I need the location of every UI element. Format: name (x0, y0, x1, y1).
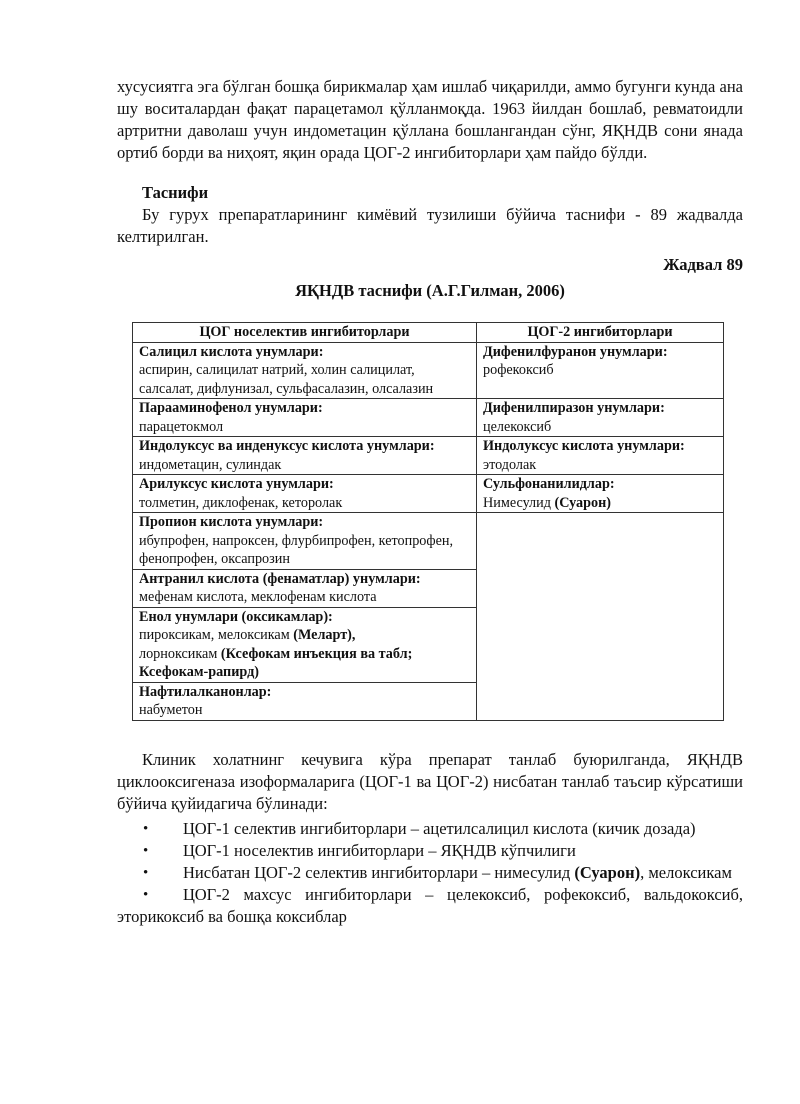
classification-table (132, 322, 724, 721)
brand-name: (Суарон) (574, 862, 641, 882)
group-heading: Индолуксус кислота унумлари: (483, 438, 685, 454)
bullet-item (117, 840, 743, 862)
group-drugs-text: лорноксикам (139, 645, 221, 662)
group-drugs-text: аспирин, салицилат натрий, холин салицилат, салсалат, дифлунизал, сульфасалазин, олсалазин (139, 362, 434, 397)
cell-nonselective (133, 513, 477, 570)
bullet-list (117, 818, 743, 928)
cell-nonselective (133, 569, 477, 607)
after-paragraph: Клиник холатнинг кечувига кўра препарат танлаб буюрилганда, ЯҚНДВ циклооксигеназа изоформаларига (ЦОГ-1 ва ЦОГ-2) нисбатан танлаб таъсир кўрсатиши бўйича қуйидагича бўлинади: (117, 749, 743, 813)
group-drugs-text: толметин, диклофенак, кеторолак (139, 494, 343, 511)
cell-cox2 (477, 342, 724, 399)
group-heading: Пропион кислота унумлари: (139, 514, 324, 530)
group-heading: Арилуксус кислота унумлари: (139, 476, 334, 492)
group-drugs-text: Нимесулид (483, 494, 555, 511)
bullet-item (117, 884, 743, 928)
group-drugs-text: рофекоксиб (483, 362, 554, 378)
group-drugs (139, 588, 470, 607)
group-heading: Парааминофенол унумлари: (139, 400, 323, 416)
group-heading: Нафтилалканонлар: (139, 683, 272, 700)
bullet-text: ЦОГ-1 носелектив ингибиторлари – ЯҚНДВ кўпчилиги (183, 840, 576, 860)
bullet-icon: • (143, 820, 149, 837)
group-drugs-text: пироксикам, мелоксикам (139, 627, 294, 643)
group-heading: Индолуксус ва инденуксус кислота унумлари: (139, 438, 435, 454)
group-drugs-text: индометацин, сулиндак (139, 456, 282, 473)
bullet-text: Нисбатан ЦОГ-2 селектив ингибиторлари – нимесулид (183, 862, 575, 882)
group-heading: Дифенилфуранон унумлари: (483, 343, 668, 360)
group-drugs-text: ибупрофен, напроксен, флурбипрофен, кетопрофен, фенопрофен, оксапрозин (139, 532, 454, 567)
group-drugs (139, 361, 470, 398)
group-drugs (483, 418, 717, 437)
cell-nonselective (133, 682, 477, 720)
group-drugs (139, 532, 470, 569)
group-drugs-text: парацетокмол (139, 418, 224, 435)
bullet-item (117, 818, 743, 840)
intro-paragraph: хусусиятга эга бўлган бошқа бирикмалар ҳам ишлаб чиқарилди, аммо бугунги кунда ана шу воситалардан фақат парацетамол қўлланмоқда. 1963 йилдан бошлаб, ревматоидли артритни даволаш учун индометацин қўллана бошлангандан сўнг, ЯҚНДВ сони янада ортиб борди ва ниҳоят, яқин орада ЦОГ-2 ингибиторлари ҳам пайдо бўлди. (117, 77, 743, 162)
group-drugs (483, 494, 717, 513)
group-drugs (139, 701, 470, 720)
group-drugs (483, 456, 717, 475)
group-drugs (139, 418, 470, 437)
bullet-tail: , мелоксикам (640, 862, 732, 882)
bullet-text: ЦОГ-2 махсус ингибиторлари – целекоксиб, рофекоксиб, вальдококсиб, эторикоксиб ва бошқа коксиблар (117, 884, 743, 926)
table-number: Жадвал 89 (663, 255, 743, 274)
table-row (133, 513, 724, 570)
group-heading: Дифенилпиразон унумлари: (483, 400, 665, 416)
section-title: Таснифи (142, 183, 209, 202)
group-drugs-text: набуметон (139, 702, 203, 718)
cell-cox2 (477, 475, 724, 513)
cell-nonselective (133, 437, 477, 475)
cell-cox2 (477, 437, 724, 475)
group-heading: Енол унумлари (оксикамлар): (139, 608, 333, 625)
header-nonselective: ЦОГ носелектив ингибиторлари (133, 323, 477, 343)
brand-name: (Меларт), (293, 627, 356, 643)
table-row (133, 475, 724, 513)
table-title: ЯҚНДВ таснифи (А.Г.Гилман, 2006) (295, 281, 565, 300)
section-paragraph: Бу гурух препаратларининг кимёвий тузилиши бўйича таснифи - 89 жадвалда келтирилган. (117, 205, 743, 246)
group-drugs (483, 361, 717, 380)
group-drugs (139, 626, 470, 645)
group-heading: Антранил кислота (фенаматлар) унумлари: (139, 570, 421, 587)
bullet-icon: • (143, 886, 149, 903)
brand-name: (Ксефокам инъекция ва табл; Ксефокам-рапирд) (139, 645, 413, 680)
cell-nonselective (133, 475, 477, 513)
bullet-item (117, 862, 743, 884)
bullet-icon: • (143, 842, 149, 859)
group-drugs (139, 494, 470, 513)
cell-nonselective (133, 607, 477, 682)
bullet-text: ЦОГ-1 селектив ингибиторлари – ацетилсалицил кислота (кичик дозада) (183, 818, 696, 838)
cell-cox2-empty (477, 513, 724, 721)
cell-cox2 (477, 399, 724, 437)
bullet-icon: • (143, 864, 149, 881)
table-row (133, 342, 724, 399)
table-header-row (133, 323, 724, 343)
group-drugs-text: мефенам кислота, меклофенам кислота (139, 589, 377, 605)
table-row (133, 437, 724, 475)
cell-nonselective (133, 342, 477, 399)
table-row (133, 399, 724, 437)
document-page (117, 76, 743, 928)
group-drugs-text: целекоксиб (483, 418, 552, 435)
group-drugs (139, 645, 470, 682)
group-heading: Салицил кислота унумлари: (139, 343, 324, 360)
group-drugs (139, 456, 470, 475)
cell-nonselective (133, 399, 477, 437)
group-heading: Сульфонанилидлар: (483, 476, 615, 492)
group-drugs-text: этодолак (483, 456, 537, 473)
header-cox2: ЦОГ-2 ингибиторлари (477, 323, 724, 343)
brand-name: (Суарон) (554, 494, 611, 511)
